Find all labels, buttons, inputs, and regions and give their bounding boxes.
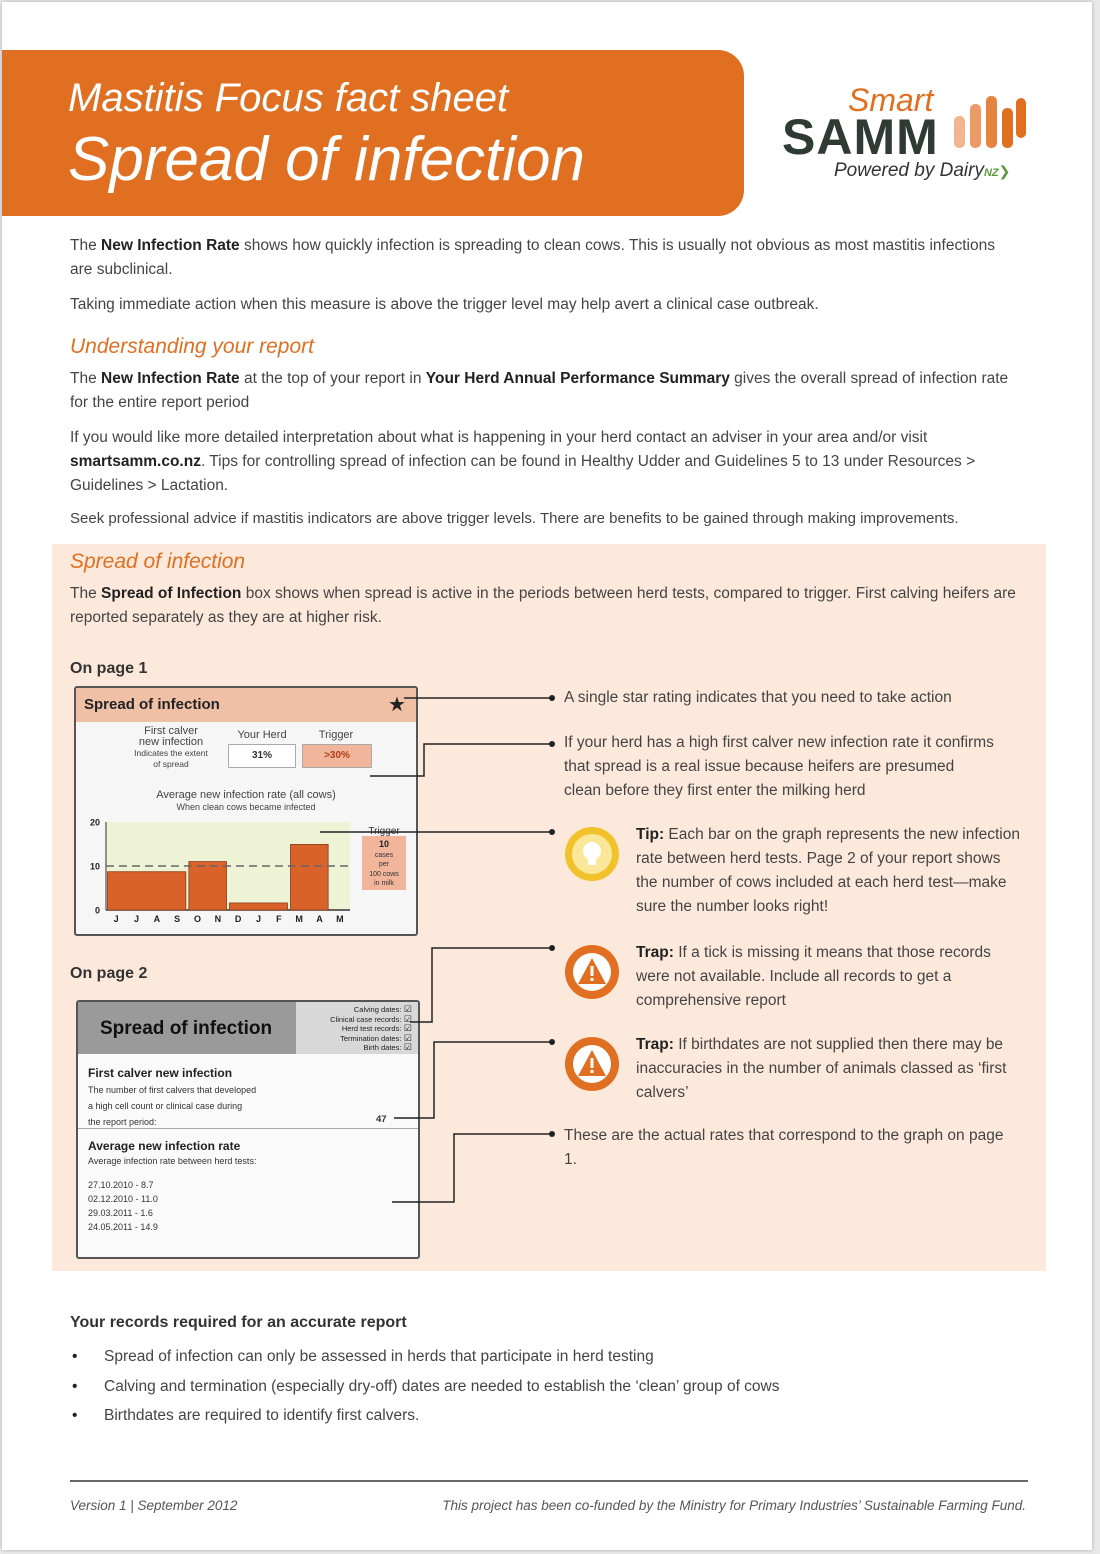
trap-note-birthdates: Trap: If birthdates are not supplied then there may be inaccuracies in the number of animals classed as ‘first calvers’	[636, 1036, 1007, 1101]
x-tick-label: M	[336, 914, 344, 924]
footer-rule	[70, 1480, 1028, 1482]
y-tick-label: 0	[94, 905, 100, 916]
fig2-title: Spread of infection	[100, 1018, 273, 1039]
page1-label: On page 1	[70, 660, 148, 677]
page1-figure	[74, 686, 418, 936]
checkmark-icon: ☑	[401, 1004, 412, 1014]
smartsamm-logo	[782, 82, 1032, 192]
title-banner	[2, 50, 744, 216]
trigger-side-label: Trigger	[368, 826, 400, 837]
logo-nz: NZ	[983, 167, 999, 179]
understanding-paragraph-2: If you would like more detailed interpretation about what is happening in your herd contact an adviser in your area and/or visit smartsamm.co.nz. Tips for controlling spread of infection can be found in Healthy Udder and Guidelines 5 to 13 under Resources > Guidelines > Lactation.	[70, 429, 976, 494]
chart-bar	[291, 844, 329, 910]
rate-row: 27.10.2010 - 8.7	[88, 1180, 154, 1190]
x-tick-label: A	[153, 914, 161, 924]
chart-bar	[230, 903, 288, 910]
checklist-row: Calving dates: ☑	[353, 1004, 412, 1014]
x-tick-label: D	[234, 914, 242, 924]
trigger-side-value: 10	[378, 839, 390, 849]
logo-samm-text: SAMM	[782, 109, 939, 165]
x-tick-label: F	[276, 914, 282, 924]
sheet-series-title: Mastitis Focus fact sheet	[68, 76, 509, 120]
fact-sheet-page	[2, 2, 1092, 1550]
logo-smart-text: Smart	[848, 82, 934, 118]
fig1-header	[76, 688, 416, 722]
footer-version: Version 1 | September 2012	[70, 1498, 238, 1513]
avg-rate-title: Average new infection rate (all cows)	[156, 789, 336, 801]
your-herd-label: Your Herd	[237, 729, 287, 741]
tip-note: Tip: Each bar on the graph represents the new infection rate between herd tests. Page 2 of your report shows the number of cows included at each herd test—make sure the number looks right!	[636, 826, 1020, 915]
trigger-side-cases: cases	[374, 852, 394, 859]
sheet-main-title: Spread of infection	[68, 125, 586, 194]
x-tick-label: J	[113, 914, 119, 924]
star-rating-icon: ★	[388, 694, 406, 716]
note-first-calver: If your herd has a high first calver new infection rate it confirms that spread is a real issue because heifers are presumed clean before they first enter the milking herd	[564, 734, 994, 799]
rate-row: 24.05.2011 - 14.9	[88, 1222, 158, 1232]
warning-icon	[564, 1036, 620, 1092]
trigger-side-per: per	[378, 861, 390, 868]
records-list	[70, 1342, 1020, 1431]
checklist-row: Herd test records: ☑	[341, 1023, 412, 1034]
trigger-label: Trigger	[318, 729, 354, 741]
fc-new-infection-desc: The number of first calvers that developed a high cell count or clinical case during the report period:	[88, 1085, 257, 1127]
logo-powered-by: Powered by DairyNZ❯	[834, 160, 1011, 181]
rates-list	[88, 1178, 158, 1234]
x-tick-label: A	[316, 914, 323, 924]
checkmark-icon: ☑	[401, 1032, 412, 1043]
checkmark-icon: ☑	[401, 1023, 412, 1034]
your-herd-value: 31%	[228, 744, 296, 768]
chart-bar	[108, 872, 186, 910]
y-tick-label: 10	[89, 861, 100, 872]
x-tick-label: J	[255, 914, 262, 924]
y-tick-label: 20	[89, 817, 100, 828]
page2-figure	[76, 1000, 420, 1259]
rate-row: 02.12.2010 - 11.0	[88, 1194, 158, 1204]
intro-paragraph-1: The New Infection Rate shows how quickly infection is spreading to clean cows. This is usually not obvious as most mastitis infections are subclinical.	[70, 237, 995, 278]
checklist-row: Clinical case records: ☑	[330, 1013, 412, 1024]
trigger-value: >30%	[302, 744, 372, 768]
note-star-rating: A single star rating indicates that you need to take action	[564, 689, 952, 706]
fig2-divider	[78, 1128, 418, 1129]
avg-new-infection-title: Average new infection rate	[88, 1139, 241, 1153]
understanding-paragraph-1: The New Infection Rate at the top of your report in Your Herd Annual Performance Summary gives the overall spread of infection rate for the entire report period	[70, 370, 1009, 411]
fc-new-infection-value: 47	[376, 1114, 387, 1125]
list-item: • Spread of infection can only be assessed in herds that participate in herd testing	[70, 1342, 1020, 1372]
trigger-side-cows: 100 cows	[369, 871, 399, 878]
checklist-row: Termination dates: ☑	[340, 1032, 412, 1043]
fc-caption: First calver new infection Indicates the extent of spread	[134, 725, 208, 769]
trap-note-missing-tick: Trap: If a tick is missing it means that those records were not available. Include all records to get a comprehensive report	[636, 944, 991, 1009]
fc-new-infection-title: First calver new infection	[88, 1066, 233, 1080]
understanding-heading: Understanding your report	[70, 335, 314, 358]
x-tick-label: O	[193, 914, 202, 924]
spread-heading: Spread of infection	[70, 550, 246, 573]
records-checklist	[296, 1002, 418, 1054]
chart-bar	[189, 862, 227, 910]
list-item: • Birthdates are required to identify first calvers.	[70, 1401, 1020, 1431]
fig1-title: Spread of infection	[84, 696, 220, 713]
logo-leaf-icon: ❯	[998, 163, 1011, 179]
x-tick-label: M	[295, 914, 303, 924]
lightbulb-icon	[564, 826, 620, 882]
avg-new-infection-desc: Average infection rate between herd tests:	[88, 1156, 257, 1166]
trigger-side-milk: in milk	[374, 880, 394, 887]
records-heading: Your records required for an accurate report	[70, 1314, 407, 1331]
page2-label: On page 2	[70, 965, 148, 982]
intro-paragraph-2: Taking immediate action when this measure is above the trigger level may help avert a clinical case outbreak.	[70, 296, 819, 313]
avg-rate-subtitle: When clean cows became infected	[176, 802, 316, 812]
warning-icon	[564, 944, 620, 1000]
new-infection-rate-chart	[76, 814, 416, 930]
x-tick-label: N	[214, 914, 222, 924]
list-item: • Calving and termination (especially dry-off) dates are needed to establish the ‘clean’ group of cows	[70, 1372, 1020, 1402]
checkmark-icon: ☑	[401, 1042, 412, 1053]
checkmark-icon: ☑	[401, 1013, 412, 1024]
logo-bars-icon	[952, 94, 1027, 154]
x-tick-label: S	[174, 914, 181, 924]
fig2-header	[78, 1002, 296, 1054]
note-actual-rates: These are the actual rates that correspond to the graph on page 1.	[564, 1127, 1004, 1168]
spread-paragraph: The Spread of Infection box shows when spread is active in the periods between herd tests, compared to trigger. First calving heifers are reported separately as they are at higher risk.	[70, 585, 1016, 626]
footer-funding: This project has been co-funded by the Ministry for Primary Industries’ Sustainable Farming Fund.	[442, 1498, 1026, 1513]
rate-row: 29.03.2011 - 1.6	[88, 1208, 153, 1218]
smartsamm-link[interactable]: smartsamm.co.nz	[70, 453, 201, 470]
x-tick-label: J	[133, 914, 140, 924]
understanding-paragraph-3: Seek professional advice if mastitis indicators are above trigger levels. There are benefits to be gained through making improvements.	[70, 510, 959, 527]
checklist-row: Birth dates: ☑	[363, 1042, 412, 1053]
